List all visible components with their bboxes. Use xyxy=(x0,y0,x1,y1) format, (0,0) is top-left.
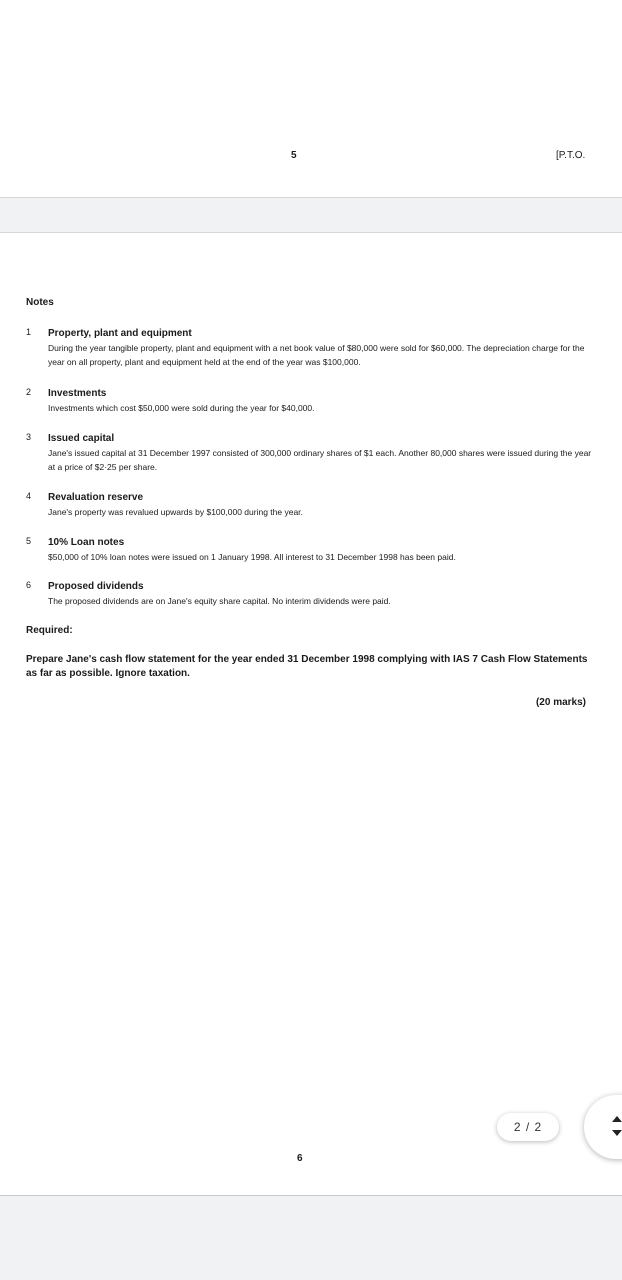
note-number: 6 xyxy=(26,580,32,590)
note-heading: Property, plant and equipment xyxy=(48,328,192,339)
note-item xyxy=(26,580,592,608)
note-item xyxy=(26,387,592,415)
note-body: $50,000 of 10% loan notes were issued on 1 January 1998. All interest to 31 December 1998 has been paid. xyxy=(48,552,456,562)
arrow-up-icon xyxy=(612,1116,622,1122)
note-heading: Issued capital xyxy=(48,433,115,444)
page-counter: 2 / 2 xyxy=(497,1113,559,1141)
note-body: During the year tangible property, plant and equipment with a net book value of $80,000 were sold for $60,000. The depreciation charge for the year on all property, plant and equipment held at the end of the year was $100,000. xyxy=(48,343,585,367)
note-item xyxy=(26,491,592,519)
pto-label: [P.T.O. xyxy=(556,150,586,161)
note-body: Jane's issued capital at 31 December 1997 consisted of 300,000 ordinary shares of $1 each. Another 80,000 shares were issued during the year at a price of $2·25 per share. xyxy=(48,448,592,472)
note-item xyxy=(26,432,592,474)
previous-page xyxy=(0,0,622,198)
note-number: 3 xyxy=(26,432,32,442)
page-number: 5 xyxy=(291,150,297,161)
note-number: 1 xyxy=(26,327,32,337)
note-item xyxy=(26,327,592,369)
note-number: 2 xyxy=(26,387,32,397)
note-body: The proposed dividends are on Jane's equity share capital. No interim dividends were paid. xyxy=(48,596,391,606)
note-body: Investments which cost $50,000 were sold during the year for $40,000. xyxy=(48,403,315,413)
marks-label: (20 marks) xyxy=(535,697,586,708)
current-page xyxy=(0,232,622,1196)
note-heading: Proposed dividends xyxy=(48,581,144,592)
note-item xyxy=(26,536,592,564)
notes-title: Notes xyxy=(26,297,54,308)
required-label: Required: xyxy=(26,625,73,636)
arrow-down-icon xyxy=(612,1130,622,1136)
required-task: Prepare Jane's cash flow statement for the year ended 31 December 1998 complying with IAS 7 Cash Flow Statements as far as possible. Ignore taxation. xyxy=(26,654,588,679)
note-body: Jane's property was revalued upwards by $100,000 during the year. xyxy=(48,507,303,517)
note-heading: 10% Loan notes xyxy=(48,537,125,548)
note-heading: Revaluation reserve xyxy=(48,492,144,503)
page-number: 6 xyxy=(297,1153,303,1164)
note-heading: Investments xyxy=(48,388,107,399)
note-number: 5 xyxy=(26,536,32,546)
note-number: 4 xyxy=(26,491,32,501)
